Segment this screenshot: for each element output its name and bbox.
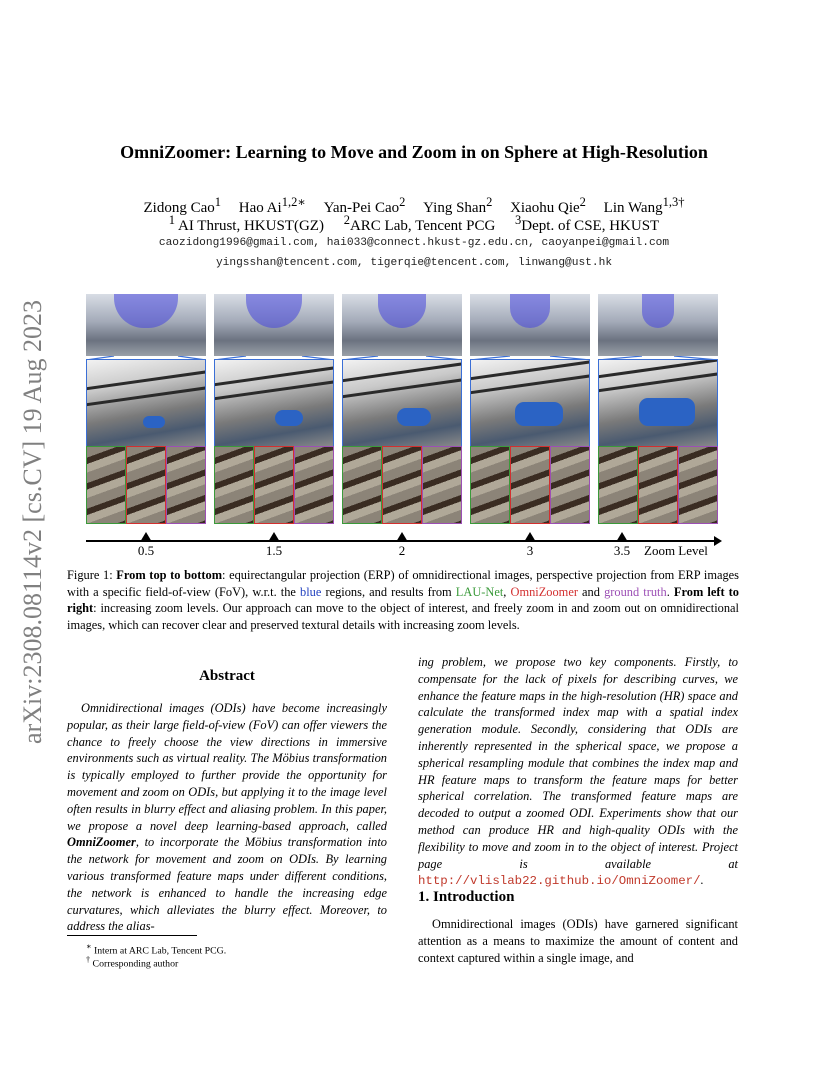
perspective-image [342, 359, 462, 447]
omnizoomer-patch [126, 446, 166, 524]
patch-comparison [598, 446, 718, 524]
perspective-image [598, 359, 718, 447]
perspective-image [214, 359, 334, 447]
erp-image [598, 294, 718, 356]
figure-column [214, 294, 334, 530]
zoom-tick-label: 0.5 [137, 543, 155, 558]
omnizoomer-patch [510, 446, 550, 524]
fov-region [510, 294, 550, 328]
erp-image [86, 294, 206, 356]
lau-net-patch [86, 446, 126, 524]
figure-column [470, 294, 590, 530]
email-line-2: yingsshan@tencent.com, tigerqie@tencent.com, linwang@ust.hk [215, 257, 613, 269]
ground-truth-patch [550, 446, 590, 524]
introduction-heading: 1. Introduction [418, 889, 515, 905]
lau-net-patch [470, 446, 510, 524]
introduction-text: Omnidirectional images (ODIs) have garnered significant attention as a means to maximize the amount of content and context captured within a single image, and [418, 917, 738, 965]
author: Lin Wang$^{1,3\dagger}$ [603, 195, 685, 216]
ground-truth-patch [422, 446, 462, 524]
patch-comparison [470, 446, 590, 524]
affiliation: $^2$ARC Lab, Tencent PCG [343, 213, 496, 234]
omnizoomer-patch [254, 446, 294, 524]
fov-region [246, 294, 302, 328]
figure-column [86, 294, 206, 530]
zoom-tick-label: 3.5 [613, 543, 631, 558]
arxiv-stamp-text: arXiv:2308.08114v2 [cs.CV] 19 Aug 2023 [18, 300, 47, 744]
footnote: ∗ Intern at ARC Lab, Tencent PCG. [86, 942, 227, 957]
affiliation: $^3$Dept. of CSE, HKUST [515, 213, 660, 234]
paper-title: OmniZoomer: Learning to Move and Zoom in on Sphere at High-Resolution [120, 142, 708, 162]
zoom-tick-label: 2 [398, 543, 406, 558]
lau-net-patch [214, 446, 254, 524]
zoom-tick-label: 1.5 [265, 543, 283, 558]
patch-comparison [214, 446, 334, 524]
figure-column [598, 294, 718, 530]
abstract-text-continued: ing problem, we propose two key components. Firstly, to compensate for the lack of pixels for describing curves, we enhance the feature maps in the high-resolution (HR) space and calculate the transformed index map with a spatial index generation module. Secondly, considering that ODIs are inherently represented in the spherical space, we propose a spherical resampling module that combines the index map and HR feature maps to transform the feature maps for better spherical correlation. The transformed feature maps are decoded to output a zoomed ODI. Experiments show that our method can produce HR and high-quality ODIs with the flexibility to move and zoom in to the object of interest. Project page is available at http://vlislab22.github.io/OmniZoomer/. [418, 655, 738, 889]
footnote-rule [67, 935, 197, 936]
lau-net-patch [598, 446, 638, 524]
abstract-text: Omnidirectional images (ODIs) have become increasingly popular, as their large field-of-view (FoV) can offer viewers the chance to freely choose the view directions in immersive environments such as virtual reality. The Möbius transformation is typically employed to further provide the opportunity for movement and zoom on ODIs, but applying it to the image level often results in blurry effect and aliasing problem. In this paper, we propose a novel deep learning-based approach, called OmniZoomer, to incorporate the Möbius transformation into the network for movement and zoom on ODIs. By learning various transformed feature maps under different conditions, the network is enhanced to handle the increasing edge curvatures, which alleviates the blurry effect. Moreover, to address the alias- [67, 701, 387, 934]
zoom-tick-marker [140, 532, 152, 542]
erp-image [470, 294, 590, 356]
author: Hao $Ai^{1,2∗}$ [238, 195, 306, 216]
zoom-tick-marker [616, 532, 628, 542]
zoom-axis-label: Zoom Level [644, 543, 708, 558]
omnizoomer-patch [382, 446, 422, 524]
author: Zidong Cao$^1$ [143, 195, 222, 216]
zoom-axis-arrowhead [714, 536, 722, 546]
figure-caption: Figure 1: From top to bottom: equirectangular projection (ERP) of omnidirectional images, perspective projection from ERP images with a specific field-of-view (FoV), w.r.t. the blue regions, and results from LAU-Net, OmniZoomer and ground truth. From left to right: increasing zoom levels. Our approach can move to the object of interest, and freely zoom in and zoom out on omnidirectional images, which can recover clear and preserved textural details with increasing zoom levels. [67, 568, 739, 632]
footnote: † Corresponding author [86, 955, 179, 970]
abstract-heading: Abstract [199, 668, 255, 684]
patch-comparison [342, 446, 462, 524]
zoom-tick-marker [524, 532, 536, 542]
arxiv-stamp [14, 282, 52, 762]
affiliation-list [0, 213, 828, 235]
erp-image [342, 294, 462, 356]
lau-net-patch [342, 446, 382, 524]
author: Ying Shan$^2$ [423, 195, 493, 216]
perspective-image [470, 359, 590, 447]
ground-truth-patch [678, 446, 718, 524]
email-line-1: caozidong1996@gmail.com, hai033@connect.hkust-gz.edu.cn, caoyanpei@gmail.com [158, 237, 670, 249]
patch-comparison [86, 446, 206, 524]
figure-1 [86, 294, 718, 530]
fov-region [378, 294, 426, 328]
figure-column [342, 294, 462, 530]
erp-image [214, 294, 334, 356]
affiliation: $^1$ AI Thrust, HKUST(GZ) [168, 213, 324, 234]
ground-truth-patch [294, 446, 334, 524]
zoom-tick-marker [268, 532, 280, 542]
zoom-tick-label: 3 [526, 543, 534, 558]
ground-truth-patch [166, 446, 206, 524]
zoom-tick-marker [396, 532, 408, 542]
project-page-link[interactable]: http://vlislab22.github.io/OmniZoomer/ [418, 874, 701, 889]
author: Yan-Pei Cao$^2$ [323, 195, 406, 216]
omnizoomer-patch [638, 446, 678, 524]
fov-region [114, 294, 178, 328]
perspective-image [86, 359, 206, 447]
author: Xiaohu Qie$^2$ [510, 195, 586, 216]
fov-region [642, 294, 674, 328]
